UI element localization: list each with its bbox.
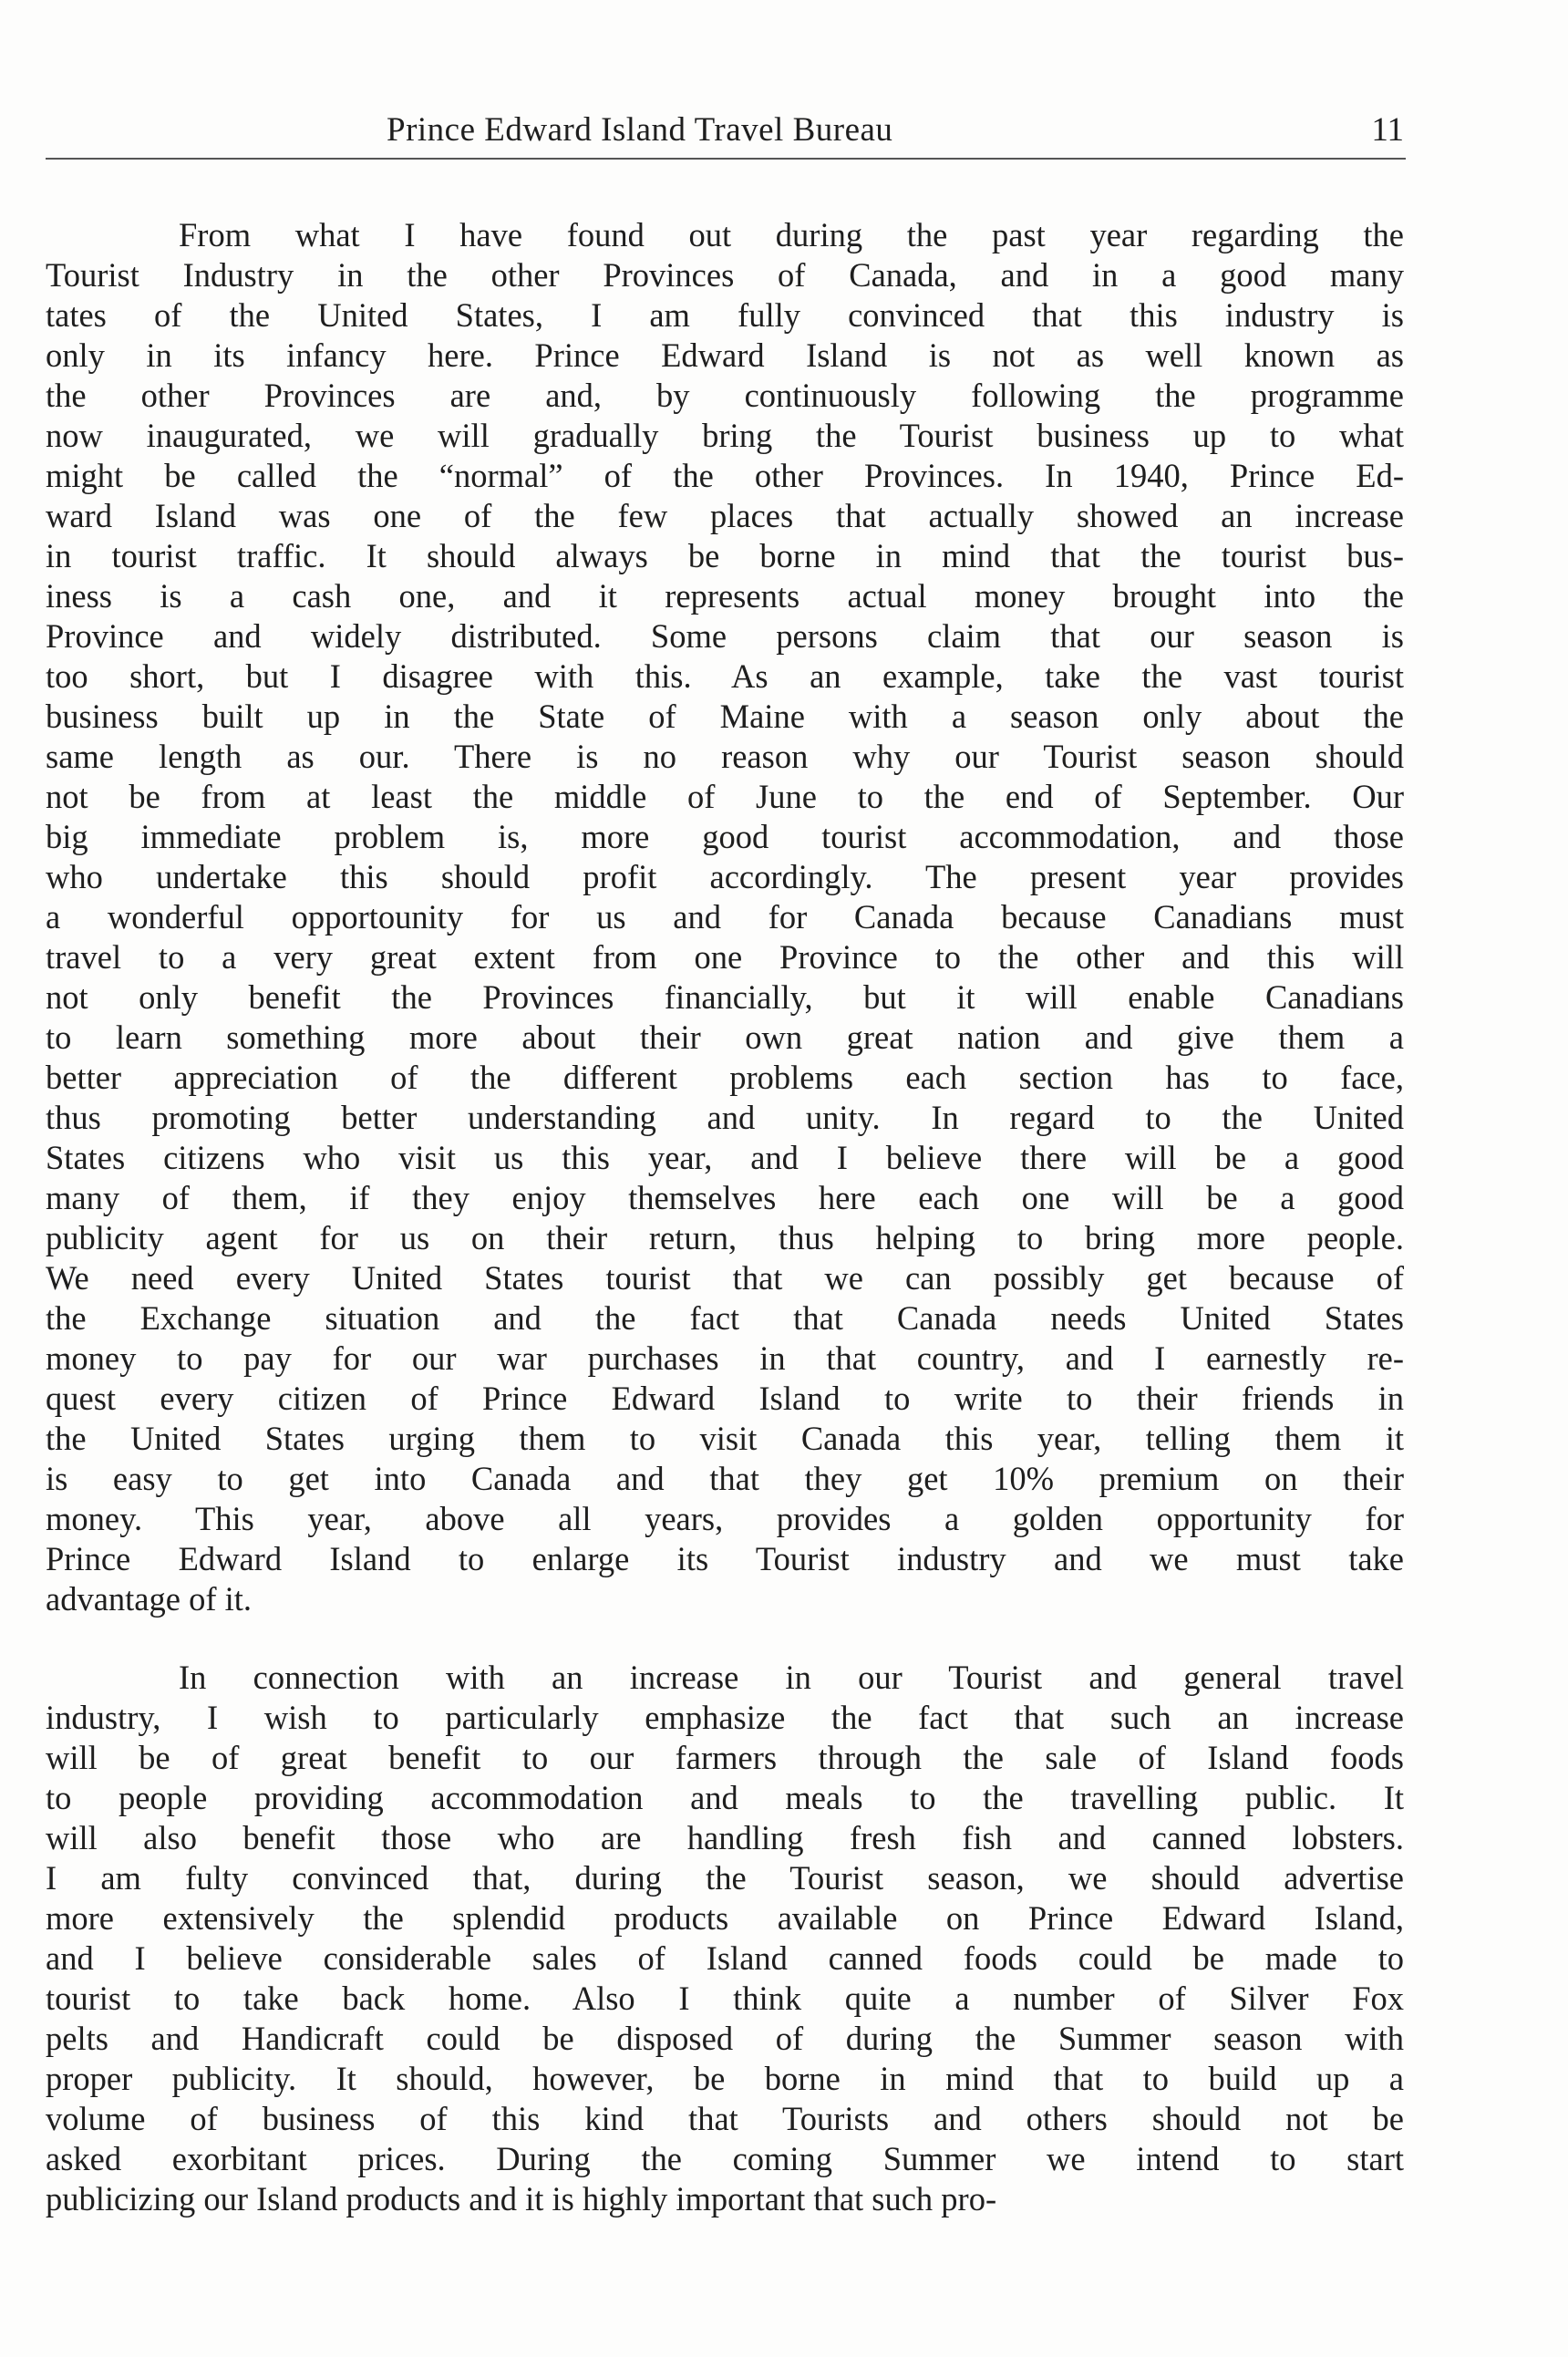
text-line: now inaugurated, we will gradually bring the Tourist business up to what bbox=[46, 417, 1404, 454]
text-line: tates of the United States, I am fully convinced that this industry is bbox=[46, 296, 1404, 334]
text-line: and I believe considerable sales of Island canned foods could be made to bbox=[46, 1939, 1404, 1977]
text-line: only in its infancy here. Prince Edward Island is not as well known as bbox=[46, 336, 1404, 374]
paragraph bbox=[46, 215, 1404, 1619]
text-line: publicizing our Island products and it is highly important that such pro- bbox=[46, 2180, 997, 2217]
header-title: Prince Edward Island Travel Bureau bbox=[387, 111, 893, 149]
text-line: will also benefit those who are handling fresh fish and canned lobsters. bbox=[46, 1819, 1404, 1856]
text-line: travel to a very great extent from one Province to the other and this will bbox=[46, 938, 1404, 976]
text-line: will be of great benefit to our farmers through the sale of Island foods bbox=[46, 1739, 1404, 1776]
text-line: the United States urging them to visit Canada this year, telling them it bbox=[46, 1420, 1404, 1457]
text-line: From what I have found out during the past year regarding the bbox=[179, 216, 1404, 253]
text-line: more extensively the splendid products available on Prince Edward Island, bbox=[46, 1899, 1404, 1937]
text-line: tourist to take back home. Also I think quite a number of Silver Fox bbox=[46, 1980, 1404, 2017]
text-line: a wonderful opportounity for us and for Canada because Canadians must bbox=[46, 898, 1404, 936]
text-line: We need every United States tourist that we can possibly get because of bbox=[46, 1259, 1404, 1297]
text-line: is easy to get into Canada and that they get 10% premium on their bbox=[46, 1460, 1404, 1497]
paragraph bbox=[46, 1658, 1404, 2219]
text-line: many of them, if they enjoy themselves here each one will be a good bbox=[46, 1179, 1404, 1216]
text-line: to learn something more about their own great nation and give them a bbox=[46, 1018, 1404, 1056]
text-line: not be from at least the middle of June to the end of September. Our bbox=[46, 778, 1404, 815]
running-header bbox=[46, 102, 1406, 159]
text-line: the other Provinces are and, by continuously following the programme bbox=[46, 377, 1404, 414]
text-line: proper publicity. It should, however, be borne in mind that to build up a bbox=[46, 2060, 1404, 2097]
text-line: Prince Edward Island to enlarge its Tourist industry and we must take bbox=[46, 1540, 1404, 1577]
text-line: might be called the “normal” of the other Provinces. In 1940, Prince Ed- bbox=[46, 457, 1404, 494]
header-rule bbox=[46, 158, 1406, 160]
text-line: quest every citizen of Prince Edward Island to write to their friends in bbox=[46, 1380, 1404, 1417]
text-line: asked exorbitant prices. During the coming Summer we intend to start bbox=[46, 2140, 1404, 2177]
text-line: Province and widely distributed. Some persons claim that our season is bbox=[46, 617, 1404, 655]
text-line: iness is a cash one, and it represents actual money brought into the bbox=[46, 577, 1404, 615]
text-line: I am fulty convinced that, during the Tourist season, we should advertise bbox=[46, 1859, 1404, 1897]
text-line: who undertake this should profit accordingly. The present year provides bbox=[46, 858, 1404, 895]
text-line: same length as our. There is no reason why our Tourist season should bbox=[46, 738, 1404, 775]
text-line: ward Island was one of the few places that actually showed an increase bbox=[46, 497, 1404, 534]
text-line: In connection with an increase in our Tourist and general travel bbox=[179, 1659, 1404, 1696]
text-line: not only benefit the Provinces financially, but it will enable Canadians bbox=[46, 978, 1404, 1016]
text-line: too short, but I disagree with this. As an example, take the vast tourist bbox=[46, 657, 1404, 695]
text-line: Tourist Industry in the other Provinces of Canada, and in a good many bbox=[46, 256, 1404, 294]
text-line: the Exchange situation and the fact that Canada needs United States bbox=[46, 1299, 1404, 1337]
text-line: pelts and Handicraft could be disposed of during the Summer season with bbox=[46, 2020, 1404, 2057]
text-line: business built up in the State of Maine with a season only about the bbox=[46, 698, 1404, 735]
text-line: in tourist traffic. It should always be borne in mind that the tourist bus- bbox=[46, 537, 1404, 574]
text-line: thus promoting better understanding and unity. In regard to the United bbox=[46, 1099, 1404, 1136]
text-line: money. This year, above all years, provides a golden opportunity for bbox=[46, 1500, 1404, 1537]
text-line: advantage of it. bbox=[46, 1580, 253, 1618]
text-line: volume of business of this kind that Tourists and others should not be bbox=[46, 2100, 1404, 2137]
text-line: publicity agent for us on their return, thus helping to bring more people. bbox=[46, 1219, 1404, 1256]
text-line: to people providing accommodation and meals to the travelling public. It bbox=[46, 1779, 1404, 1816]
page-number: 11 bbox=[1371, 111, 1404, 149]
text-line: States citizens who visit us this year, and I believe there will be a good bbox=[46, 1139, 1404, 1176]
text-line: big immediate problem is, more good tourist accommodation, and those bbox=[46, 818, 1404, 855]
text-line: better appreciation of the different problems each section has to face, bbox=[46, 1059, 1404, 1096]
text-line: industry, I wish to particularly emphasize the fact that such an increase bbox=[46, 1699, 1404, 1736]
body-text bbox=[46, 215, 1404, 2219]
text-line: money to pay for our war purchases in that country, and I earnestly re- bbox=[46, 1339, 1404, 1377]
